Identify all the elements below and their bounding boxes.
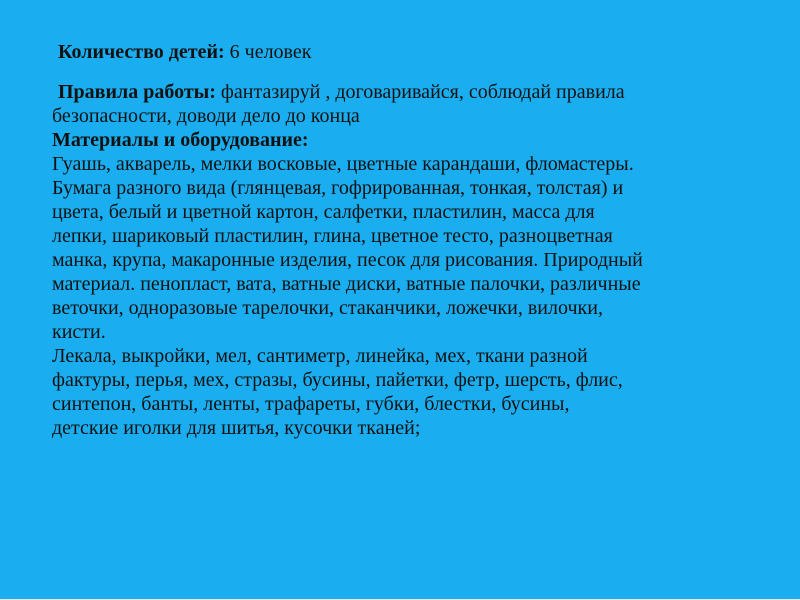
rules-label: Правила работы: xyxy=(58,81,216,103)
children-count-label: Количество детей: xyxy=(58,41,225,63)
children-count-value: 6 человек xyxy=(224,41,312,63)
materials-line: Бумага разного вида (глянцевая, гофрированная, тонкая, толстая) и xyxy=(52,177,624,199)
slide-content xyxy=(52,40,792,440)
materials-line: веточки, одноразовые тарелочки, стаканчики, ложечки, вилочки, xyxy=(52,297,603,319)
materials-line: материал. пенопласт, вата, ватные диски, ватные палочки, различные xyxy=(52,273,641,295)
materials-line: синтепон, банты, ленты, трафареты, губки, блестки, бусины, xyxy=(52,393,570,415)
rules-line-2 xyxy=(52,104,792,128)
rules-line-1 xyxy=(52,80,792,104)
materials-line: манка, крупа, макаронные изделия, песок для рисования. Природный xyxy=(52,249,643,271)
materials-line: лепки, шариковый пластилин, глина, цветное тесто, разноцветная xyxy=(52,225,613,247)
materials-line: кисти. xyxy=(52,321,106,343)
children-count-line xyxy=(52,40,792,64)
materials-line: цвета, белый и цветной картон, салфетки, пластилин, масса для xyxy=(52,201,595,223)
rules-text-2: безопасности, доводи дело до конца xyxy=(52,105,360,127)
rules-text-1: фантазируй , договаривайся, соблюдай правила xyxy=(215,81,625,103)
materials-line: детские иголки для шитья, кусочки тканей; xyxy=(52,417,421,439)
materials-line: Лекала, выкройки, мел, сантиметр, линейка, мех, ткани разной xyxy=(52,345,588,367)
materials-line: фактуры, перья, мех, стразы, бусины, пайетки, фетр, шерсть, флис, xyxy=(52,369,623,391)
materials-heading: Материалы и оборудование: xyxy=(52,129,309,151)
materials-line: Гуашь, акварель, мелки восковые, цветные карандаши, фломастеры. xyxy=(52,153,634,175)
